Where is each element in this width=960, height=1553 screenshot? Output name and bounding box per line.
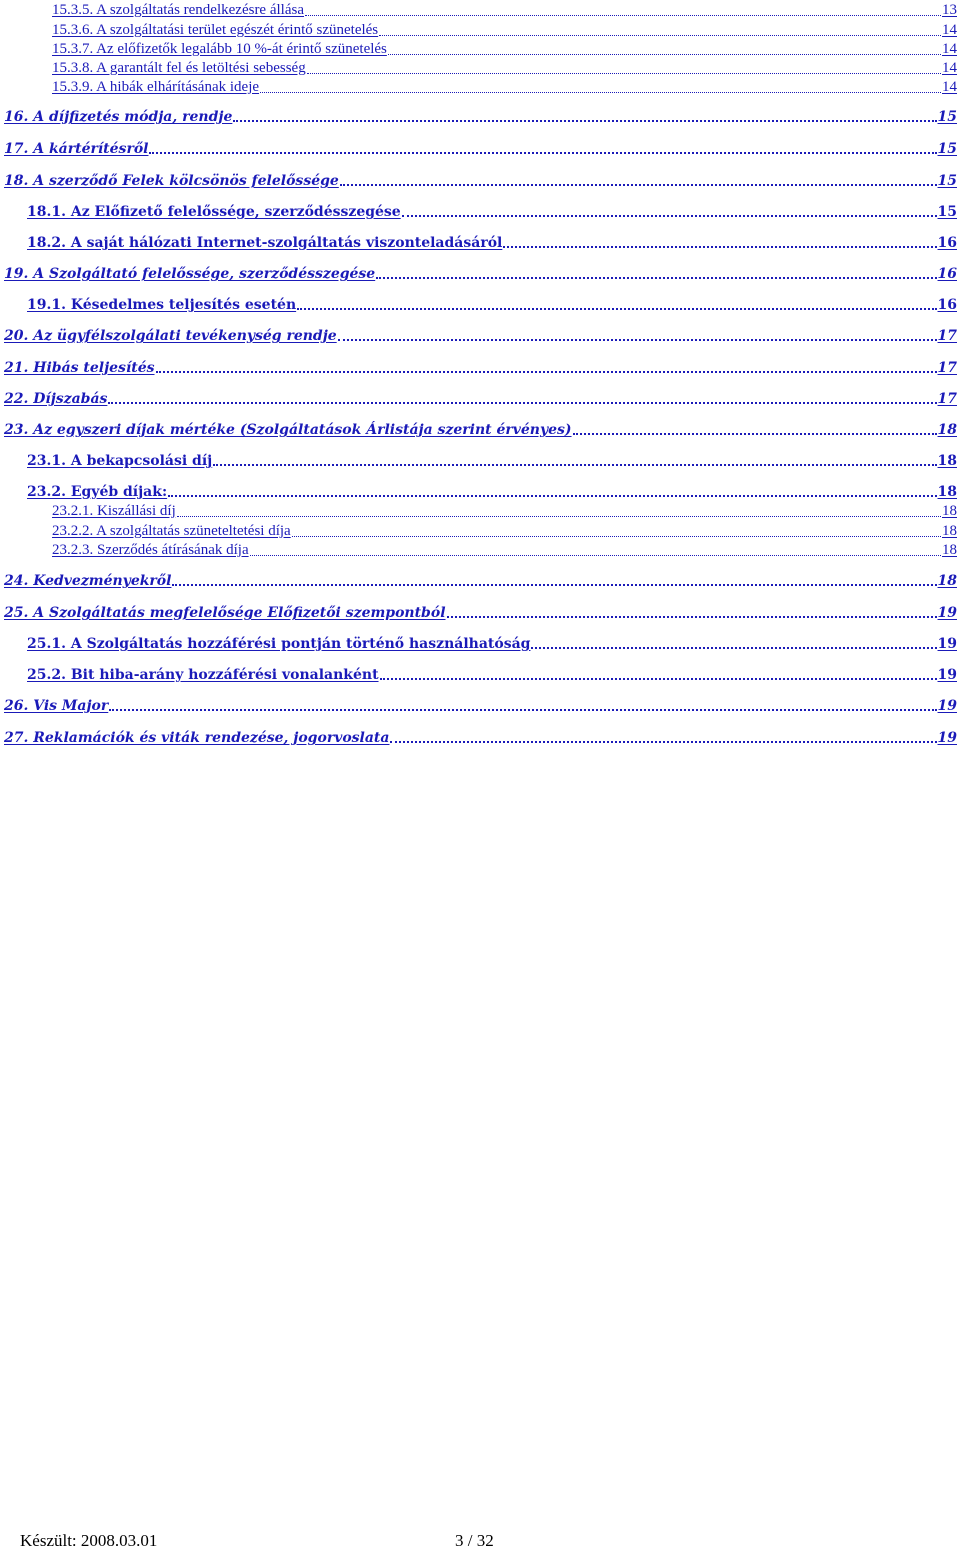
toc-entry-title: 18.2. A saját hálózati Internet-szolgáltatás viszonteladásáról — [27, 235, 503, 251]
dot-leader — [250, 555, 941, 556]
dot-leader — [156, 371, 937, 373]
dot-leader — [305, 15, 941, 16]
toc-entry-page: 18 — [937, 422, 957, 438]
page-footer — [0, 1531, 960, 1553]
dot-leader — [149, 152, 936, 154]
toc-entry-title: 26. Vis Major — [4, 698, 109, 714]
dot-leader — [297, 308, 936, 310]
dot-leader — [172, 584, 936, 586]
toc-entry[interactable] — [4, 728, 957, 748]
toc-entry-page: 15 — [937, 109, 957, 125]
toc-entry-page: 16 — [937, 266, 957, 282]
toc-entry[interactable] — [52, 78, 957, 97]
toc-entry-title: 18.1. Az Előfizető felelőssége, szerződésszegése — [27, 204, 401, 220]
toc-entry-page: 19 — [937, 605, 957, 621]
dot-leader — [376, 277, 936, 279]
toc-entry-page: 17 — [937, 360, 957, 376]
toc-entry-title: 15.3.9. A hibák elhárításának ideje — [52, 79, 260, 95]
dot-leader — [108, 402, 936, 404]
toc-entry[interactable] — [4, 603, 957, 623]
toc-entry[interactable] — [52, 502, 957, 521]
dot-leader — [380, 678, 937, 680]
dot-leader — [292, 536, 941, 537]
toc-entry[interactable] — [4, 420, 957, 440]
toc-entry-title: 23.2. Egyéb díjak: — [27, 484, 168, 500]
toc-entry-page: 19 — [937, 698, 957, 714]
toc-entry[interactable] — [4, 571, 957, 591]
dot-leader — [573, 433, 937, 435]
toc-entry-page: 14 — [942, 60, 957, 76]
toc-entry[interactable] — [4, 696, 957, 716]
dot-leader — [503, 246, 936, 248]
creation-date: Készült: 2008.03.01 — [20, 1531, 158, 1550]
dot-leader — [168, 495, 936, 497]
toc-entry-title: 23.1. A bekapcsolási díj — [27, 453, 213, 469]
dot-leader — [109, 709, 936, 711]
toc-entry-page: 17 — [937, 391, 957, 407]
toc-entry[interactable] — [4, 264, 957, 284]
toc-entry-title: 23.2.3. Szerződés átírásának díja — [52, 542, 249, 558]
toc-entry-title: 21. Hibás teljesítés — [4, 360, 155, 376]
toc-entry-title: 19.1. Késedelmes teljesítés esetén — [27, 297, 297, 313]
toc-entry-page: 13 — [942, 2, 957, 18]
toc-entry[interactable] — [52, 541, 957, 560]
dot-leader — [531, 647, 936, 649]
toc-entry[interactable] — [52, 40, 957, 59]
toc-entry[interactable] — [27, 482, 957, 502]
page-number: 3 / 32 — [455, 1531, 494, 1550]
toc-entry-title: 19. A Szolgáltató felelőssége, szerződésszegése — [4, 266, 376, 282]
toc-entry-title: 25. A Szolgáltatás megfelelősége Előfizetői szempontból — [4, 605, 446, 621]
toc-entry-title: 23.2.1. Kiszállási díj — [52, 503, 176, 519]
toc-entry-title: 15.3.7. Az előfizetők legalább 10 %-át érintő szünetelés — [52, 41, 387, 57]
toc-entry-title: 27. Reklamációk és viták rendezése, jogorvoslata — [4, 730, 390, 746]
toc-entry-title: 25.1. A Szolgáltatás hozzáférési pontján történő használhatóság — [27, 636, 531, 652]
toc-entry[interactable] — [4, 358, 957, 378]
toc-entry-title: 15.3.8. A garantált fel és letöltési sebesség — [52, 60, 306, 76]
toc-entry-page: 14 — [942, 41, 957, 57]
toc-entry[interactable] — [27, 295, 957, 315]
toc-entry-page: 18 — [937, 484, 957, 500]
toc-entry[interactable] — [4, 389, 957, 409]
dot-leader — [402, 215, 937, 217]
dot-leader — [307, 73, 941, 74]
toc-entry-page: 18 — [937, 573, 957, 589]
toc-entry[interactable] — [27, 233, 957, 253]
toc-entry-page: 15 — [937, 204, 957, 220]
toc-entry-page: 18 — [937, 453, 957, 469]
toc-entry-page: 14 — [942, 22, 957, 38]
dot-leader — [390, 741, 936, 743]
toc-entry[interactable] — [27, 451, 957, 471]
toc-entry[interactable] — [4, 171, 957, 191]
toc-entry[interactable] — [27, 665, 957, 685]
toc-entry[interactable] — [27, 634, 957, 654]
dot-leader — [177, 516, 941, 517]
toc-entry[interactable] — [4, 326, 957, 346]
toc-entry-page: 18 — [942, 503, 957, 519]
toc-entry-title: 17. A kártérítésről — [4, 141, 149, 157]
dot-leader — [447, 616, 937, 618]
toc-entry-page: 16 — [937, 297, 957, 313]
toc-entry-title: 23.2.2. A szolgáltatás szüneteltetési díja — [52, 523, 291, 539]
toc-entry-page: 19 — [937, 636, 957, 652]
toc-entry-title: 18. A szerződő Felek kölcsönös felelőssége — [4, 173, 339, 189]
toc-entry-page: 16 — [937, 235, 957, 251]
dot-leader — [340, 184, 937, 186]
dot-leader — [338, 339, 937, 341]
toc-entry[interactable] — [4, 139, 957, 159]
dot-leader — [388, 54, 941, 55]
toc-entry[interactable] — [52, 1, 957, 20]
toc-entry-page: 18 — [942, 523, 957, 539]
toc-entry-title: 20. Az ügyfélszolgálati tevékenység rendje — [4, 328, 337, 344]
toc-entry-page: 15 — [937, 141, 957, 157]
toc-entry-title: 24. Kedvezményekről — [4, 573, 172, 589]
toc-entry-page: 19 — [937, 730, 957, 746]
toc-entry-page: 17 — [937, 328, 957, 344]
toc-entry[interactable] — [27, 202, 957, 222]
toc-entry-page: 14 — [942, 79, 957, 95]
dot-leader — [233, 120, 936, 122]
toc-entry-page: 18 — [942, 542, 957, 558]
toc-entry-page: 19 — [937, 667, 957, 683]
toc-entry[interactable] — [52, 21, 957, 40]
dot-leader — [379, 35, 941, 36]
toc-entry[interactable] — [4, 107, 957, 127]
toc-entry-title: 15.3.6. A szolgáltatási terület egészét érintő szünetelés — [52, 22, 379, 38]
toc-entry-title: 16. A díjfizetés módja, rendje — [4, 109, 233, 125]
toc-entry-title: 23. Az egyszeri díjak mértéke (Szolgáltatások Árlistája szerint érvényes) — [4, 422, 572, 438]
toc-entry-title: 22. Díjszabás — [4, 391, 108, 407]
dot-leader — [260, 92, 941, 93]
toc-entry-title: 25.2. Bit hiba-arány hozzáférési vonalanként — [27, 667, 379, 683]
toc-entry[interactable] — [52, 522, 957, 541]
toc-entry-page: 15 — [937, 173, 957, 189]
toc-entry-title: 15.3.5. A szolgáltatás rendelkezésre állása — [52, 2, 304, 18]
toc-entry[interactable] — [52, 59, 957, 78]
dot-leader — [213, 464, 936, 466]
